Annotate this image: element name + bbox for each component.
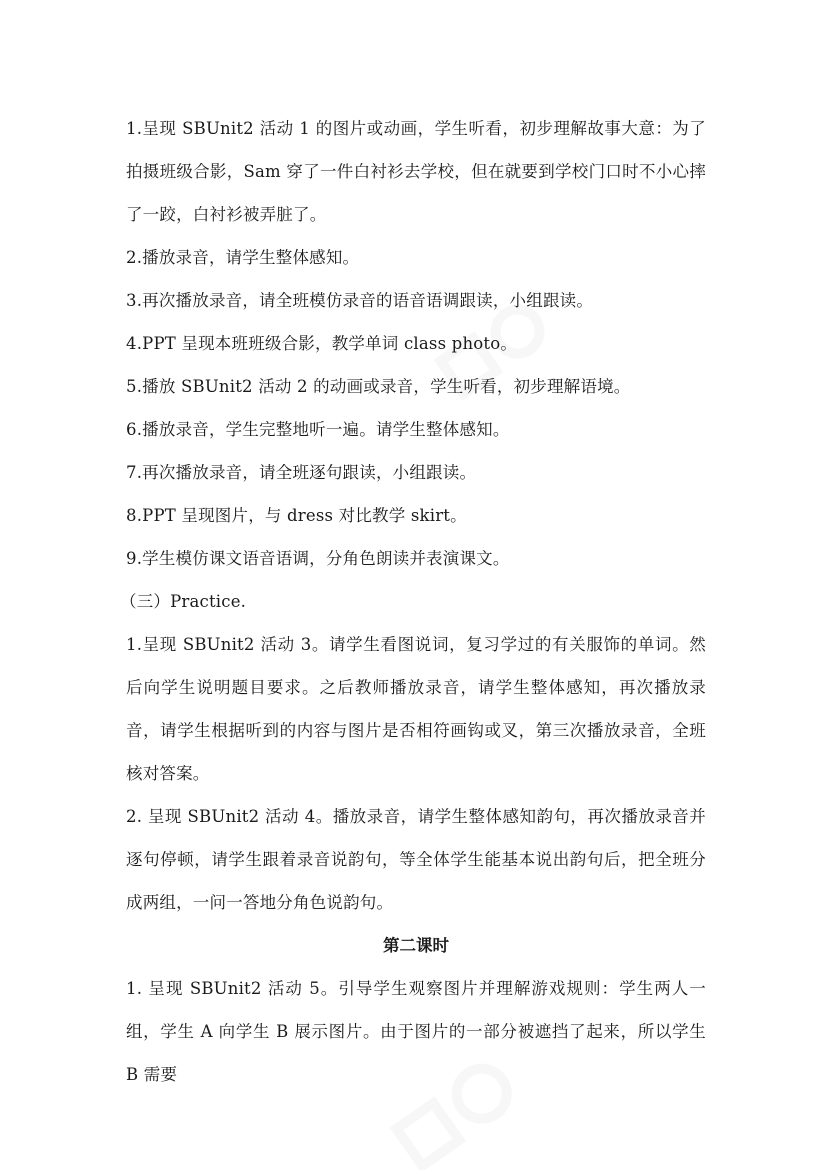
- paragraph: 7.再次播放录音，请全班逐句跟读，小组跟读。: [126, 463, 477, 482]
- paragraph: 4.PPT 呈现本班班级合影，教学单词 class photo。: [126, 334, 518, 353]
- paragraph: 8.PPT 呈现图片，与 dress 对比教学 skirt。: [126, 506, 467, 525]
- paragraph: 1. 呈现 SBUnit2 活动 5。引导学生观察图片并理解游戏规则：学生两人一组，学生 A 向学生 B 展示图片。由于图片的一部分被遮挡了起来，所以学生 B 需要: [126, 979, 706, 1084]
- paragraph: 5.播放 SBUnit2 活动 2 的动画或录音，学生听看，初步理解语境。: [126, 377, 631, 396]
- paragraph: 1.呈现 SBUnit2 活动 1 的图片或动画，学生听看，初步理解故事大意：为了拍摄班级合影，Sam 穿了一件白衬衫去学校，但在就要到学校门口时不小心摔了一跤，白衬衫被弄脏了。: [126, 119, 706, 224]
- section-heading-practice: （三）Practice.: [120, 592, 247, 611]
- paragraph: 2. 呈现 SBUnit2 活动 4。播放录音，请学生整体感知韵句，再次播放录音并逐句停顿，请学生跟着录音说韵句，等全体学生能基本说出韵句后，把全班分成两组，一问一答地分角色说韵句。: [126, 807, 706, 912]
- paragraph: 6.播放录音，学生完整地听一遍。请学生整体感知。: [126, 420, 510, 439]
- paragraph: 1.呈现 SBUnit2 活动 3。请学生看图说词，复习学过的有关服饰的单词。然后向学生说明题目要求。之后教师播放录音，请学生整体感知，再次播放录音，请学生根据听到的内容与图片是否相符画钩或叉，第三次播放录音，全班核对答案。: [126, 635, 706, 783]
- lesson-title: 第二课时: [383, 936, 449, 955]
- paragraph: 2.播放录音，请学生整体感知。: [126, 248, 360, 267]
- paragraph: 9.学生模仿课文语音语调，分角色朗读并表演课文。: [126, 549, 510, 568]
- paragraph: 3.再次播放录音，请全班模仿录音的语音语调跟读，小组跟读。: [126, 291, 594, 310]
- document-body: [120, 107, 706, 1096]
